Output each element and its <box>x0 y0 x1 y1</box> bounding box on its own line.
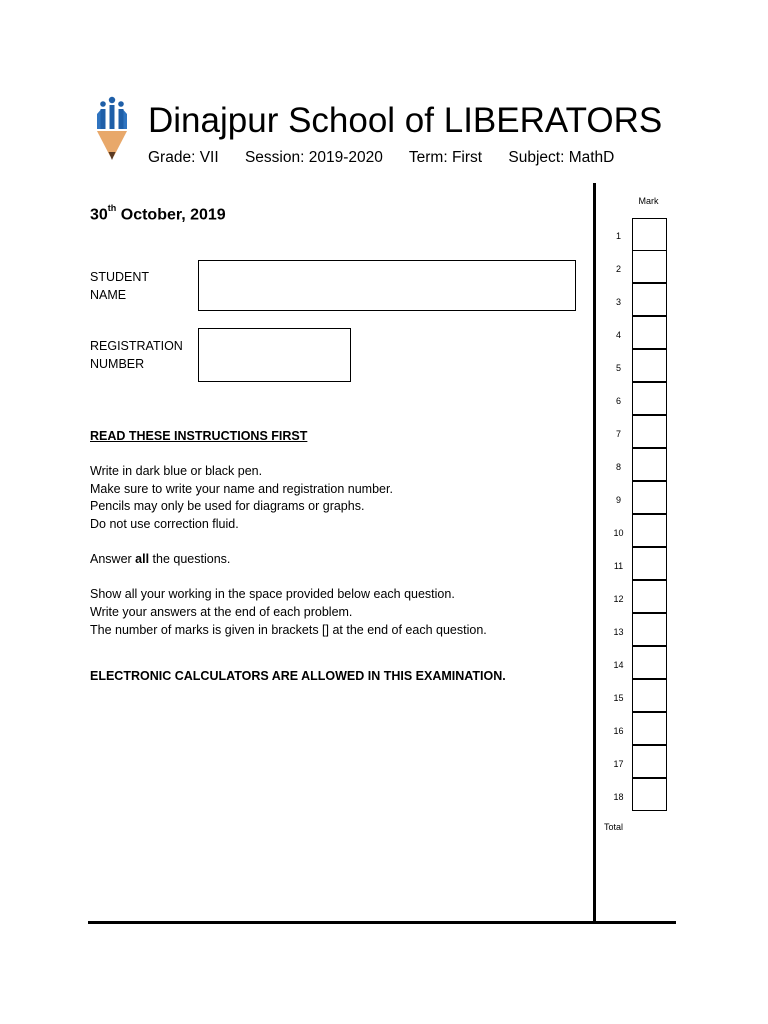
mark-row <box>605 383 667 416</box>
mark-row <box>605 713 667 746</box>
mark-box[interactable] <box>632 316 667 349</box>
answer-all-line <box>90 551 487 569</box>
question-number: 14 <box>613 660 624 670</box>
answer-prefix: Answer <box>90 552 136 567</box>
question-number: 7 <box>615 429 621 439</box>
answer-bold: all <box>135 552 150 567</box>
mark-row <box>605 548 667 581</box>
registration-number-label <box>90 337 183 373</box>
school-name: Dinajpur School of LIBERATORS <box>148 101 663 140</box>
mark-row <box>605 647 667 680</box>
mark-box[interactable] <box>632 778 667 811</box>
instruction-line: Write in dark blue or black pen. <box>90 464 263 479</box>
mark-row <box>605 416 667 449</box>
exam-meta-line <box>148 149 636 167</box>
mark-row <box>605 746 667 779</box>
mark-box[interactable] <box>632 382 667 415</box>
mark-box[interactable] <box>632 283 667 316</box>
question-number: 12 <box>613 594 624 604</box>
student-name-label-line1: STUDENT <box>90 270 150 284</box>
subject-text: Subject: MathD <box>508 149 615 166</box>
student-name-box[interactable] <box>198 260 576 311</box>
question-number: 6 <box>615 396 621 406</box>
mark-row <box>605 449 667 482</box>
mark-box[interactable] <box>632 349 667 382</box>
mark-box[interactable] <box>632 250 667 283</box>
mark-box[interactable] <box>632 547 667 580</box>
answer-suffix: the questions. <box>149 552 231 567</box>
date-rest: October, 2019 <box>116 206 226 224</box>
mark-box[interactable] <box>632 415 667 448</box>
school-logo <box>93 96 131 162</box>
mark-box[interactable] <box>632 481 667 514</box>
question-number: 2 <box>615 264 621 274</box>
instruction-line: Make sure to write your name and registration number. <box>90 481 393 496</box>
mark-row <box>605 515 667 548</box>
mark-box[interactable] <box>632 646 667 679</box>
question-number: 3 <box>615 297 621 307</box>
vertical-divider <box>593 183 596 924</box>
registration-number-box[interactable] <box>198 328 351 382</box>
mark-table <box>605 218 667 812</box>
question-number: 8 <box>615 462 621 472</box>
instruction-line: Pencils may only be used for diagrams or graphs. <box>90 499 365 514</box>
question-number: 17 <box>613 759 624 769</box>
instructions-heading: READ THESE INSTRUCTIONS FIRST <box>90 429 308 443</box>
mark-row <box>605 581 667 614</box>
date-day: 30 <box>90 206 108 224</box>
mark-box[interactable] <box>632 712 667 745</box>
instructions <box>90 428 487 639</box>
student-name-label <box>90 268 149 304</box>
question-number: 18 <box>613 792 624 802</box>
session-text: Session: 2019-2020 <box>244 149 383 166</box>
mark-column-header: Mark <box>638 196 659 206</box>
mark-row <box>605 350 667 383</box>
question-number: 15 <box>613 693 624 703</box>
mark-box[interactable] <box>632 448 667 481</box>
mark-box[interactable] <box>632 580 667 613</box>
mark-row <box>605 779 667 812</box>
mark-row <box>605 680 667 713</box>
registration-label-line1: REGISTRATION <box>90 339 183 353</box>
calculator-note: ELECTRONIC CALCULATORS ARE ALLOWED IN THIS EXAMINATION. <box>90 669 506 683</box>
mark-box[interactable] <box>632 679 667 712</box>
pencil-people-logo-icon <box>93 96 131 162</box>
mark-box[interactable] <box>632 514 667 547</box>
exam-date <box>90 205 226 224</box>
mark-row <box>605 317 667 350</box>
mark-row <box>605 482 667 515</box>
question-number: 13 <box>613 627 624 637</box>
mark-row <box>605 218 667 251</box>
question-number: 4 <box>615 330 621 340</box>
question-number: 5 <box>615 363 621 373</box>
registration-label-line2: NUMBER <box>90 357 145 371</box>
mark-box[interactable] <box>632 613 667 646</box>
mark-row <box>605 614 667 647</box>
mark-box[interactable] <box>632 218 667 251</box>
question-number: 10 <box>613 528 624 538</box>
student-name-label-line2: NAME <box>90 288 127 302</box>
instruction-line: The number of marks is given in brackets [] at the end of each question. <box>90 622 487 637</box>
mark-box[interactable] <box>632 745 667 778</box>
question-number: 16 <box>613 726 624 736</box>
bottom-divider <box>88 921 676 924</box>
total-label: Total <box>604 822 624 832</box>
instruction-line: Write your answers at the end of each problem. <box>90 604 353 619</box>
question-number: 9 <box>615 495 621 505</box>
grade-text: Grade: VII <box>148 149 219 166</box>
mark-row <box>605 251 667 284</box>
mark-row <box>605 284 667 317</box>
question-number: 11 <box>613 561 624 571</box>
term-text: Term: First <box>408 149 483 166</box>
date-suffix: th <box>107 203 117 213</box>
question-number: 1 <box>615 231 621 241</box>
instruction-line: Show all your working in the space provided below each question. <box>90 587 455 602</box>
instruction-line: Do not use correction fluid. <box>90 516 239 531</box>
